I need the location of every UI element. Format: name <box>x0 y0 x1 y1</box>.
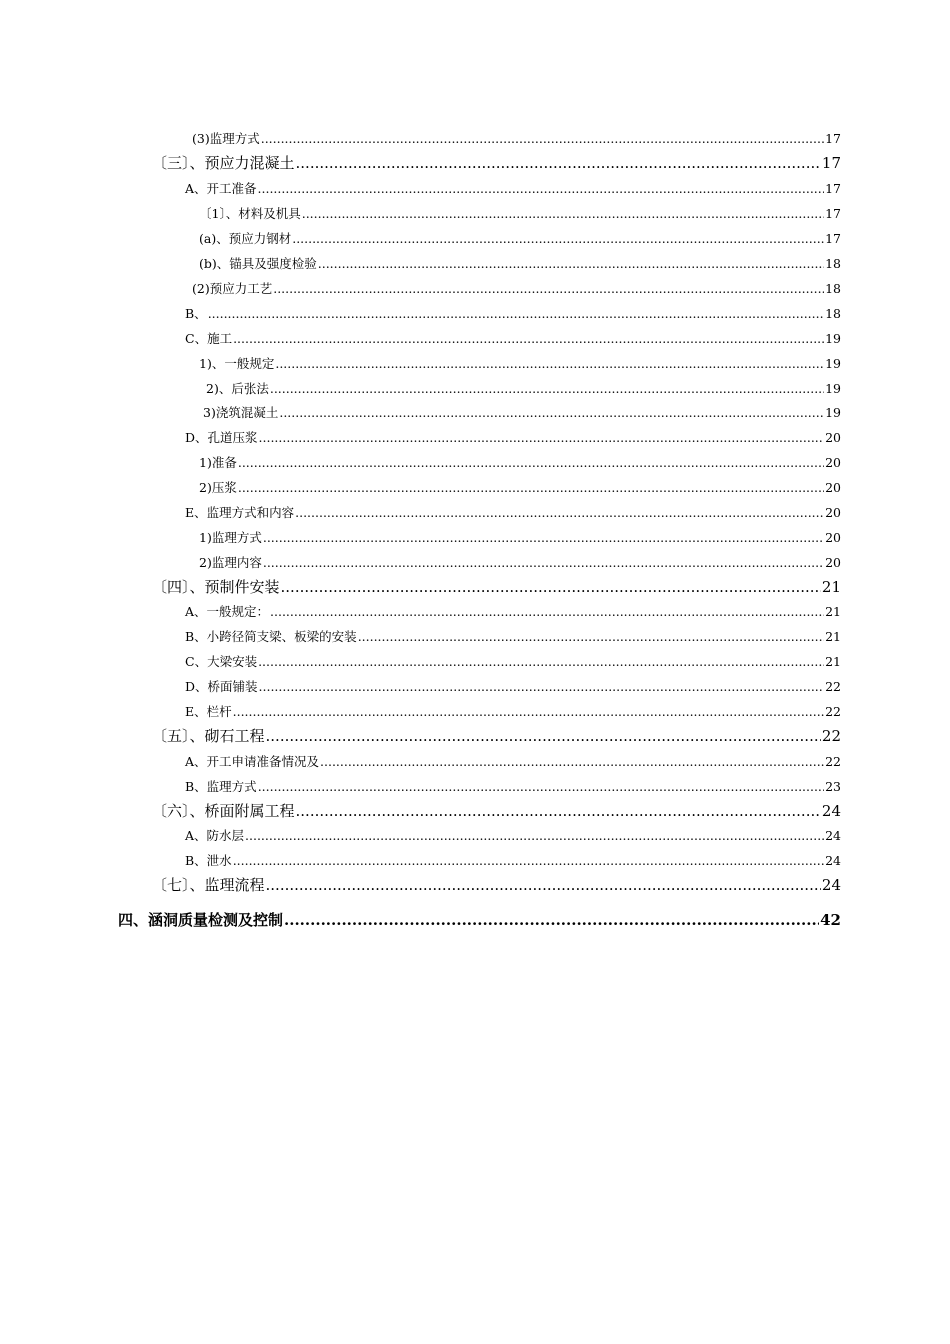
dot-leader <box>238 455 824 470</box>
toc-entry[interactable] <box>185 503 841 521</box>
dot-leader <box>259 679 825 694</box>
dot-leader <box>320 754 824 769</box>
toc-entry-label: 2)压浆 <box>199 480 237 495</box>
dot-leader <box>292 231 824 246</box>
toc-entry-page: 20 <box>825 555 841 570</box>
toc-entry-label: D、桥面铺装 <box>185 679 258 694</box>
dot-leader <box>259 430 825 445</box>
toc-entry[interactable] <box>192 279 841 297</box>
toc-entry[interactable] <box>192 129 841 147</box>
toc-entry-page: 24 <box>821 802 841 820</box>
toc-entry[interactable] <box>185 652 841 670</box>
dot-leader <box>266 727 821 745</box>
toc-entry-label: 1)监理方式 <box>199 530 262 545</box>
toc-entry-page: 24 <box>825 828 841 843</box>
toc-entry-page: 19 <box>825 381 841 396</box>
toc-entry-page: 20 <box>825 530 841 545</box>
toc-entry-page: 21 <box>825 629 841 644</box>
toc-entry[interactable] <box>185 677 841 695</box>
dot-leader <box>279 405 824 420</box>
toc-entry-page: 17 <box>825 181 841 196</box>
toc-entry-label: A、防水层 <box>185 828 245 843</box>
toc-entry[interactable] <box>199 528 841 546</box>
toc-entry[interactable] <box>152 725 841 746</box>
toc-entry-label: 1)、一般规定 <box>199 356 275 371</box>
toc-entry[interactable] <box>199 354 841 372</box>
toc-entry-label: (2)预应力工艺 <box>192 281 273 296</box>
toc-entry[interactable] <box>185 752 841 770</box>
toc-entry-label: C、施工 <box>185 331 233 346</box>
dot-leader <box>258 779 824 794</box>
toc-entry-label: 〔五〕、砌石工程 <box>152 727 265 745</box>
dot-leader <box>275 356 824 371</box>
toc-entry-label: 〔1〕、材料及机具 <box>199 206 301 221</box>
dot-leader <box>273 281 824 296</box>
toc-entry-label: 〔四〕、预制件安装 <box>152 578 280 596</box>
toc-entry-page: 22 <box>825 679 841 694</box>
toc-entry[interactable] <box>185 179 841 197</box>
dot-leader <box>233 853 824 868</box>
toc-entry-label: C、大梁安装 <box>185 654 258 669</box>
toc-entry[interactable] <box>152 800 841 821</box>
toc-entry-page: 19 <box>825 356 841 371</box>
toc-entry-page: 19 <box>825 405 841 420</box>
toc-entry-label: (b)、锚具及强度检验 <box>199 256 317 271</box>
toc-entry[interactable] <box>199 204 841 222</box>
dot-leader <box>238 480 824 495</box>
toc-entry-page: 24 <box>825 853 841 868</box>
toc-entry[interactable] <box>185 851 841 869</box>
toc-entry-page: 24 <box>821 876 841 894</box>
toc-entry-label: 2)监理内容 <box>199 555 262 570</box>
toc-entry-label: B、监理方式 <box>185 779 257 794</box>
toc-entry-label: 〔七〕、监理流程 <box>152 876 265 894</box>
dot-leader <box>263 530 824 545</box>
toc-entry[interactable] <box>118 909 841 930</box>
dot-leader <box>295 505 824 520</box>
dot-leader <box>233 331 824 346</box>
dot-leader <box>266 876 821 894</box>
toc-entry-label: E、栏杆 <box>185 704 232 719</box>
dot-leader <box>281 578 821 596</box>
toc-entry-page: 18 <box>825 281 841 296</box>
toc-entry-page: 18 <box>825 306 841 321</box>
toc-entry[interactable] <box>185 702 841 720</box>
toc-entry[interactable] <box>152 576 841 597</box>
dot-leader <box>318 256 824 271</box>
toc-entry[interactable] <box>199 229 841 247</box>
toc-entry-page: 22 <box>825 754 841 769</box>
toc-entry-page: 18 <box>825 256 841 271</box>
toc-entry-page: 21 <box>821 578 841 596</box>
toc-entry-page: 17 <box>825 231 841 246</box>
toc-entry[interactable] <box>152 874 841 895</box>
dot-leader <box>208 306 824 321</box>
toc-entry-label: B、小跨径简支梁、板梁的安装 <box>185 629 357 644</box>
toc-entry-label: (a)、预应力钢材 <box>199 231 292 246</box>
toc-entry-page: 22 <box>825 704 841 719</box>
toc-entry[interactable] <box>185 428 841 446</box>
dot-leader <box>296 154 821 172</box>
toc-entry-label: 〔六〕、桥面附属工程 <box>152 802 295 820</box>
toc-entry-page: 19 <box>825 331 841 346</box>
toc-entry[interactable] <box>185 304 841 322</box>
toc-entry[interactable] <box>199 254 841 272</box>
dot-leader <box>245 828 824 843</box>
dot-leader <box>270 604 824 619</box>
dot-leader <box>258 654 824 669</box>
toc-entry-page: 17 <box>825 131 841 146</box>
toc-entry-label: B、 <box>185 306 207 321</box>
toc-entry-page: 17 <box>821 154 841 172</box>
dot-leader <box>302 206 824 221</box>
toc-entry-page: 17 <box>825 206 841 221</box>
toc-entry-label: E、监理方式和内容 <box>185 505 295 520</box>
toc-entry-label: A、开工准备 <box>185 181 257 196</box>
toc-entry[interactable] <box>199 453 841 471</box>
toc-entry-page: 20 <box>825 430 841 445</box>
toc-entry[interactable] <box>185 602 841 620</box>
toc-entry[interactable] <box>185 826 841 844</box>
toc-entry-label: A、一般规定： <box>185 604 270 619</box>
toc-entry[interactable] <box>203 403 841 421</box>
dot-leader <box>258 181 825 196</box>
toc-entry-page: 23 <box>825 779 841 794</box>
toc-entry-label: B、泄水 <box>185 853 232 868</box>
toc-entry-label: 1)准备 <box>199 455 237 470</box>
toc-entry-label: A、开工申请准备情况及 <box>185 754 320 769</box>
toc-entry[interactable] <box>185 777 841 795</box>
toc-entry-label: 四、涵洞质量检测及控制 <box>118 911 284 929</box>
toc-entry-label: (3)监理方式 <box>192 131 260 146</box>
toc-entry[interactable] <box>185 627 841 645</box>
toc-entry-page: 42 <box>820 911 841 929</box>
dot-leader <box>296 802 821 820</box>
toc-entry-label: 3)浇筑混凝土 <box>203 405 279 420</box>
toc-entry-page: 22 <box>821 727 841 745</box>
toc-entry[interactable] <box>199 553 841 571</box>
toc-entry[interactable] <box>199 478 841 496</box>
toc-entry[interactable] <box>206 379 841 397</box>
toc-entry-page: 20 <box>825 455 841 470</box>
toc-entry[interactable] <box>152 152 841 173</box>
toc-entry-page: 21 <box>825 604 841 619</box>
dot-leader <box>233 704 824 719</box>
dot-leader <box>284 911 819 929</box>
toc-entry-label: 〔三〕、预应力混凝土 <box>152 154 295 172</box>
toc-entry-page: 20 <box>825 505 841 520</box>
toc-entry-label: D、孔道压浆 <box>185 430 258 445</box>
dot-leader <box>270 381 824 396</box>
toc-entry-label: 2)、后张法 <box>206 381 269 396</box>
toc-entry-page: 20 <box>825 480 841 495</box>
dot-leader <box>263 555 824 570</box>
toc-entry-page: 21 <box>825 654 841 669</box>
dot-leader <box>358 629 824 644</box>
toc-entry[interactable] <box>185 329 841 347</box>
dot-leader <box>261 131 824 146</box>
